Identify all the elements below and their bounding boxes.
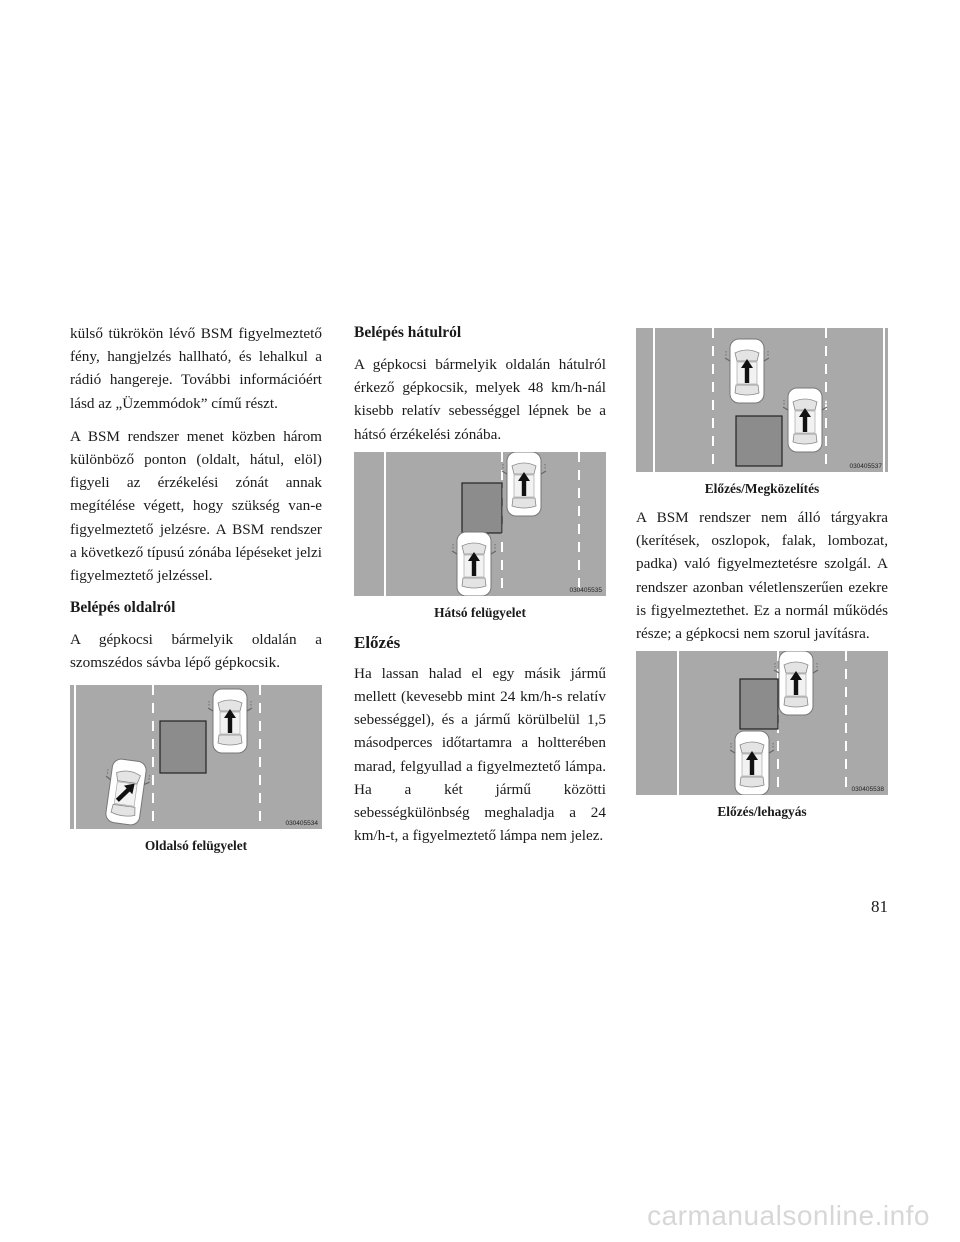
- figure-code: 030405535: [569, 586, 602, 594]
- section-heading: Belépés oldalról: [70, 599, 176, 617]
- figure-code: 030405538: [851, 786, 884, 794]
- text-column-right: [636, 328, 888, 821]
- figure-caption: Előzés/lehagyás: [717, 804, 807, 820]
- road-diagram: [636, 328, 888, 472]
- paragraph: Ha lassan halad el egy másik jármű mellett (kevesebb mint 24 km/h-s relatív sebességgel), és a jármű körülbelül 1,5 másodperces időtartamra a holtterében marad, felgyullad a figyelmeztető lámpa. Ha a két jármű közötti sebességkülönbség meghaladja a 24 km/h-t, a figyelmeztető lámpa nem jelez.: [354, 664, 606, 845]
- paragraph: A BSM rendszer nem álló tárgyakra (kerítések, oszlopok, falak, lombozat, padka) való figyelmeztetésre szolgál. A rendszer azonban véletlenszerűen ezekre is figyelmeztethet. Ez a normál működés része; a gépkocsi nem szorul javításra.: [636, 509, 888, 643]
- figure-rear-monitoring: [354, 452, 606, 622]
- text-column-middle: [354, 322, 606, 857]
- figure-caption: Oldalsó felügyelet: [144, 837, 248, 853]
- section-heading: Belépés hátulról: [354, 324, 462, 341]
- figure-side-monitoring: [70, 685, 322, 855]
- figure-caption: Előzés/Megközelítés: [704, 481, 820, 496]
- paragraph: A gépkocsi bármelyik oldalán a szomszédos sávba lépő gépkocsik.: [70, 631, 322, 672]
- road-diagram: [636, 651, 888, 795]
- figure-code: 030405534: [285, 819, 318, 827]
- figure-code: 030405537: [849, 463, 882, 470]
- page-number: 81: [871, 897, 888, 916]
- road-diagram: [70, 685, 322, 829]
- figure-passing-overtaking: [636, 651, 888, 821]
- watermark[interactable]: carmanualsonline.info: [647, 1200, 930, 1231]
- figure-passing-approaching: [636, 328, 888, 498]
- paragraph: külső tükrökön lévő BSM figyelmeztető fény, hangjelzés hallható, és lehalkul a rádió hangereje. További információért lásd az „Üzemmódok” című részt.: [70, 325, 322, 412]
- section-heading: Előzés: [354, 632, 401, 652]
- paragraph: A BSM rendszer menet közben három különböző ponton (oldalt, hátul, elöl) figyeli az érzékelési zónát annak megítélése végett, hogy szükség van-e figyelmeztető jelzésre. A BSM rendszer a következő típusú zónába lépéseket jelzi figyelmeztető jelzéssel.: [70, 427, 322, 585]
- text-column-left: [70, 322, 322, 855]
- road-diagram: [354, 452, 606, 596]
- paragraph: A gépkocsi bármelyik oldalán hátulról érkező gépkocsik, melyek 48 km/h-nál kisebb relatív sebességgel lépnek be a hátsó érzékelési zónába.: [354, 356, 606, 443]
- figure-caption: Hátsó felügyelet: [434, 604, 526, 620]
